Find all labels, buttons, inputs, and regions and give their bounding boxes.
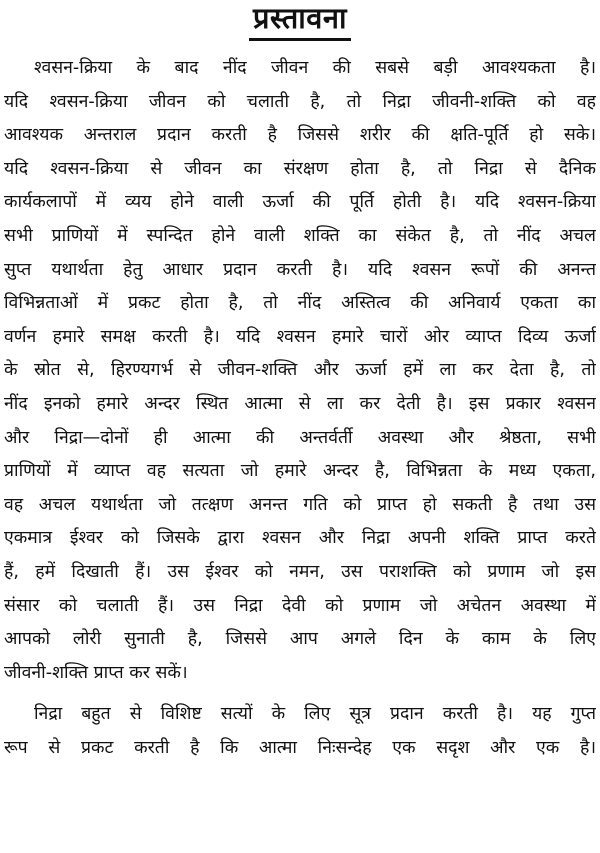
text-line: प्राणियों में व्याप्त वह सत्यता जो हमारे अन्दर है, विभिन्नता के मध्य एकता, — [4, 461, 596, 482]
paragraph-2 — [4, 698, 596, 765]
text-line: विभिन्नताओं में प्रकट होता है, तो नींद अस्तित्व की अनिवार्य एकता का — [4, 293, 596, 314]
text-line: हैं, हमें दिखाती हैं। उस ईश्वर को नमन, उस पराशक्ति को प्रणाम जो इस — [4, 561, 596, 582]
text-line: निद्रा बहुत से विशिष्ट सत्यों के लिए सूत्र प्रदान करती है। यह गुप्त — [34, 704, 596, 725]
paragraph-1 — [4, 52, 596, 690]
text-line: वर्णन हमारे समक्ष करती है। यदि श्वसन हमारे चारों ओर व्याप्त दिव्य ऊर्जा — [4, 326, 596, 347]
text-line: जीवनी-शक्ति प्राप्त कर सकें। — [4, 662, 188, 683]
text-line: नींद इनको हमारे अन्दर स्थित आत्मा से ला कर देती है। इस प्रकार श्वसन — [4, 393, 596, 414]
text-line: सुप्त यथार्थता हेतु आधार प्रदान करती है। यदि श्वसन रूपों की अनन्त — [4, 259, 596, 280]
text-line: के स्रोत से, हिरण्यगर्भ से जीवन-शक्ति और ऊर्जा हमें ला कर देता है, तो — [4, 360, 596, 381]
title-container — [0, 0, 600, 41]
text-line: एकमात्र ईश्वर को जिसके द्वारा श्वसन और निद्रा अपनी शक्ति प्राप्त करते — [4, 528, 596, 549]
paragraph-gap — [4, 690, 596, 698]
text-line: कार्यकलापों में व्यय होने वाली ऊर्जा की पूर्ति होती है। यदि श्वसन-क्रिया — [4, 192, 596, 213]
text-line: रूप से प्रकट करती है कि आत्मा निःसन्देह एक सदृश और एक है। — [4, 737, 596, 758]
text-line: यदि श्वसन-क्रिया जीवन को चलाती है, तो निद्रा जीवनी-शक्ति को वह — [4, 91, 596, 112]
text-line: संसार को चलाती हैं। उस निद्रा देवी को प्रणाम जो अचेतन अवस्था में — [4, 595, 596, 616]
text-line: सभी प्राणियों में स्पन्दित होने वाली शक्ति का संकेत है, तो नींद अचल — [4, 225, 596, 246]
text-line: और निद्रा—दोनों ही आत्मा की अन्तर्वर्ती अवस्था और श्रेष्ठता, सभी — [4, 427, 596, 448]
page-title: प्रस्तावना — [249, 0, 351, 41]
body-text — [4, 52, 596, 765]
text-line: यदि श्वसन-क्रिया से जीवन का संरक्षण होता है, तो निद्रा से दैनिक — [4, 158, 596, 179]
text-line: वह अचल यथार्थता जो तत्क्षण अनन्त गति को प्राप्त हो सकती है तथा उस — [4, 494, 596, 515]
text-line: आपको लोरी सुनाती है, जिससे आप अगले दिन के काम के लिए — [4, 629, 596, 650]
text-line: श्वसन-क्रिया के बाद नींद जीवन की सबसे बड़ी आवश्यकता है। — [34, 58, 596, 78]
text-line: आवश्यक अन्तराल प्रदान करती है जिससे शरीर की क्षति-पूर्ति हो सके। — [4, 125, 596, 146]
